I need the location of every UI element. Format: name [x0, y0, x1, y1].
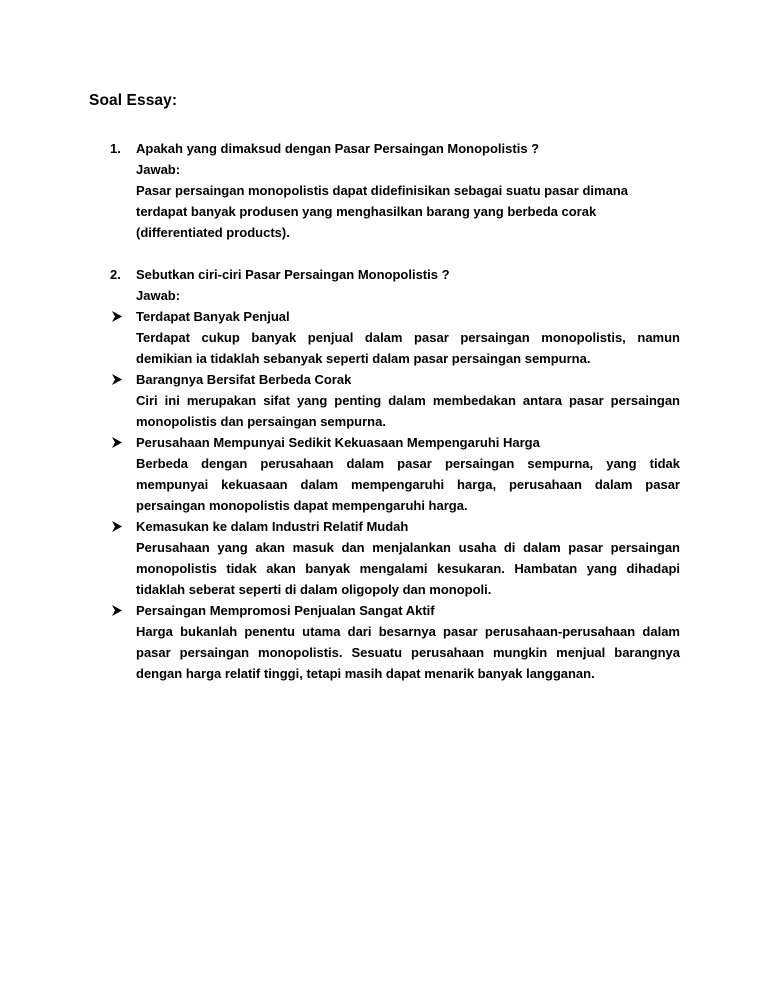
answer-label: Jawab: [136, 162, 181, 177]
arrow-bullet-icon [110, 516, 124, 537]
bullet-heading: Barangnya Bersifat Berbeda Corak [136, 372, 352, 387]
bullet-item [136, 306, 680, 327]
bullet-heading: Persaingan Mempromosi Penjualan Sangat Aktif [136, 603, 435, 618]
bullet-line: tidaklah seberat seperti di dalam oligopoly dan monopoli. [136, 582, 492, 597]
bullet-item [136, 600, 680, 621]
bullet-item [136, 516, 680, 537]
question-1 [110, 138, 680, 243]
bullet-line: mempunyai kekuasaan dalam mempengaruhi harga, perusahaan dalam pasar [136, 477, 680, 492]
bullet-item [136, 369, 680, 390]
bullet-line: Terdapat cukup banyak penjual dalam pasar persaingan monopolistis, namun [136, 330, 680, 345]
question-text: Sebutkan ciri-ciri Pasar Persaingan Monopolistis ? [136, 267, 450, 282]
bullet-line: monopolistis tidak akan banyak mengalami kesukaran. Hambatan yang dihadapi [136, 561, 680, 576]
bullet-line: Berbeda dengan perusahaan dalam pasar persaingan sempurna, yang tidak [136, 456, 680, 471]
arrow-bullet-icon [110, 432, 124, 453]
question-2 [110, 264, 680, 684]
bullet-heading: Kemasukan ke dalam Industri Relatif Mudah [136, 519, 409, 534]
bullet-line: pasar persaingan monopolistis. Sesuatu perusahaan mungkin menjual barangnya [136, 645, 680, 660]
document-title: Soal Essay: [89, 92, 178, 109]
bullet-line: Harga bukanlah penentu utama dari besarnya pasar perusahaan-perusahaan dalam [136, 624, 680, 639]
bullet-line: monopolistis dan persaingan sempurna. [136, 414, 386, 429]
bullet-line: dengan harga relatif tinggi, tetapi masih dapat menarik banyak langganan. [136, 666, 595, 681]
bullet-item [136, 432, 680, 453]
arrow-bullet-icon [110, 306, 124, 327]
question-text: Apakah yang dimaksud dengan Pasar Persaingan Monopolistis ? [136, 141, 540, 156]
answer-line: terdapat banyak produsen yang menghasilkan barang yang berbeda corak [136, 204, 597, 219]
answer-line: (differentiated products). [136, 225, 290, 240]
answer-line: Pasar persaingan monopolistis dapat didefinisikan sebagai suatu pasar dimana [136, 183, 628, 198]
bullet-line: persaingan monopolistis dapat mempengaruhi harga. [136, 498, 468, 513]
bullet-heading: Terdapat Banyak Penjual [136, 309, 290, 324]
arrow-bullet-icon [110, 369, 124, 390]
bullet-heading: Perusahaan Mempunyai Sedikit Kekuasaan Mempengaruhi Harga [136, 435, 540, 450]
bullet-line: demikian ia tidaklah sebanyak seperti dalam pasar persaingan sempurna. [136, 351, 591, 366]
question-number: 1. [110, 141, 121, 156]
bullet-line: Ciri ini merupakan sifat yang penting dalam membedakan antara pasar persaingan [136, 393, 680, 408]
bullet-line: Perusahaan yang akan masuk dan menjalankan usaha di dalam pasar persaingan [136, 540, 680, 555]
question-number: 2. [110, 267, 121, 282]
answer-label: Jawab: [136, 288, 181, 303]
arrow-bullet-icon [110, 600, 124, 621]
